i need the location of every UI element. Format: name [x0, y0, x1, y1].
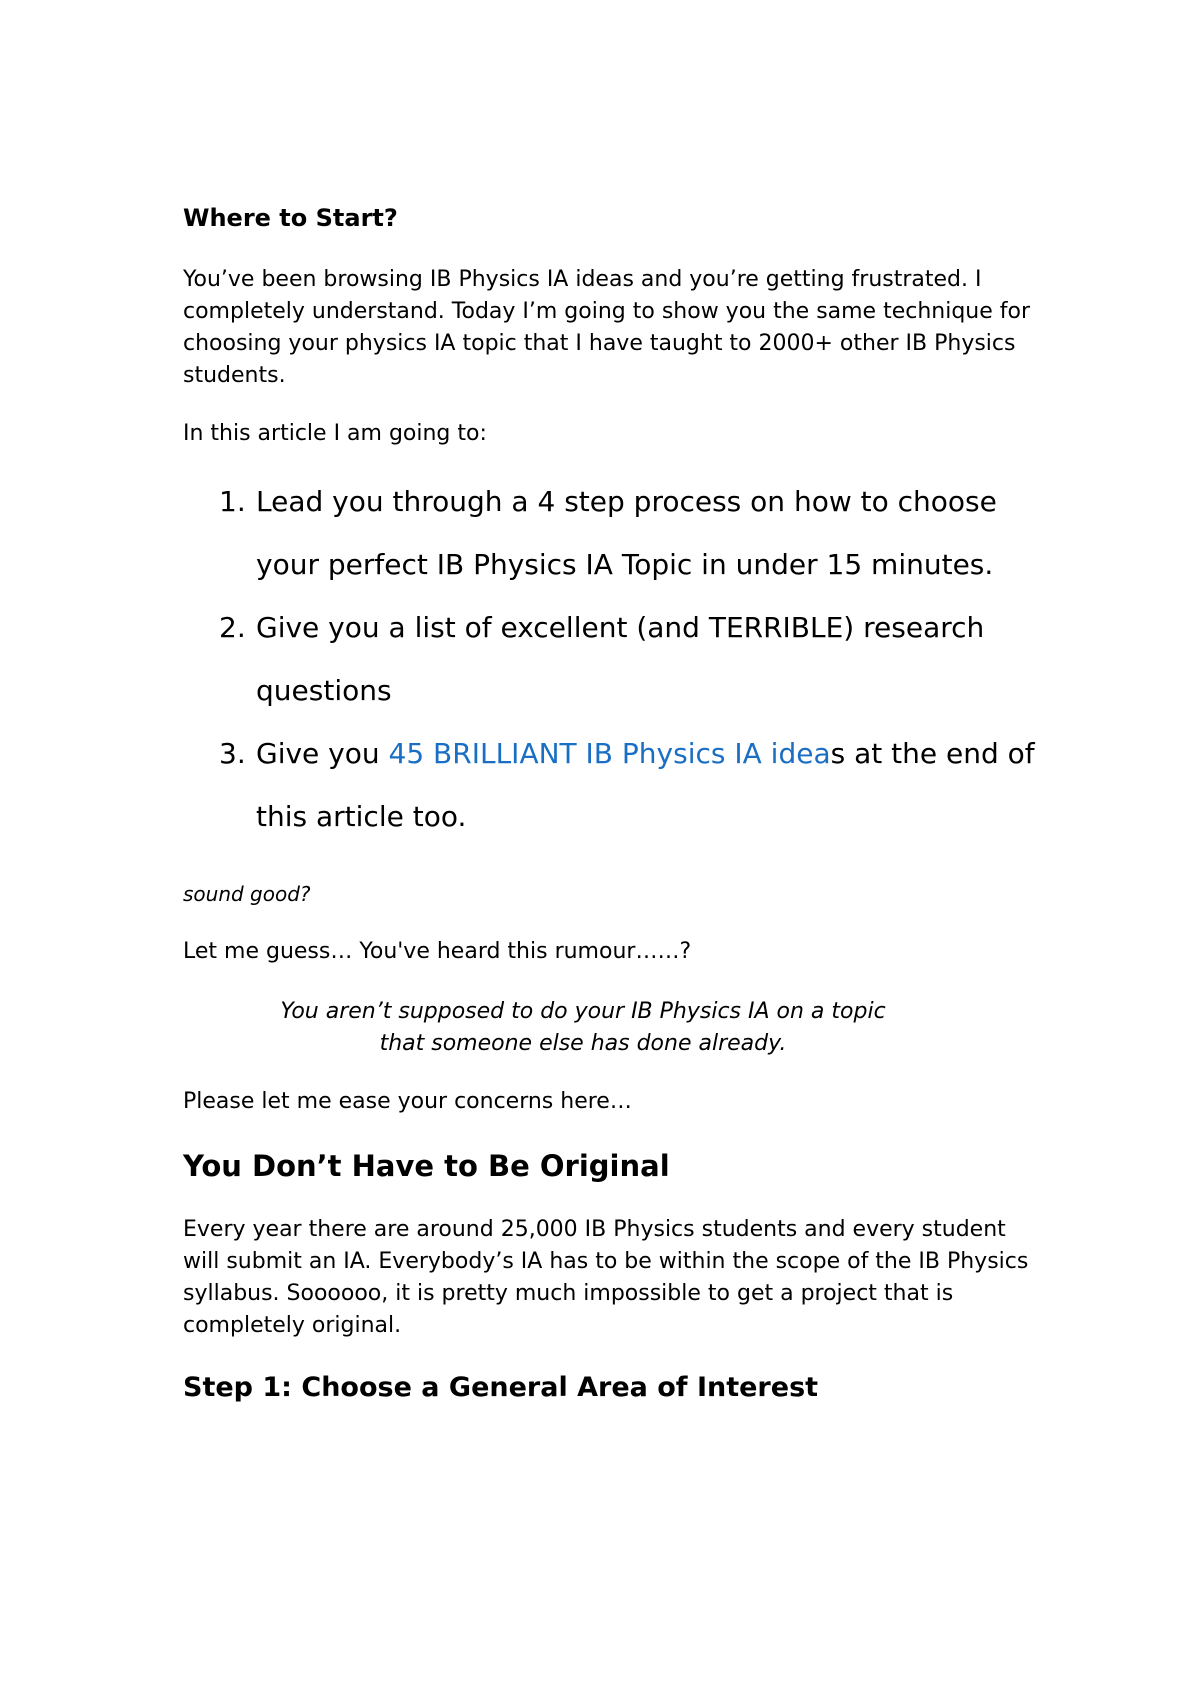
- list-item-text: Give you a list of excellent (and TERRIBLE) research questions: [256, 611, 985, 707]
- document-body: [183, 202, 1043, 1406]
- list-item-text: Lead you through a 4 step process on how to choose your perfect IB Physics IA Topic in under 15 minutes.: [256, 485, 997, 581]
- quote-line: that someone else has done already.: [379, 1031, 787, 1056]
- rumour-quote: [183, 996, 1043, 1060]
- heading-step1: Step 1: Choose a General Area of Interest: [183, 1372, 819, 1403]
- intro-paragraph: You’ve been browsing IB Physics IA ideas and you’re getting frustrated. I completely understand. Today I’m going to show you the same technique for choosing your physics IA topic that I have taught to 2000+ other IB Physics students.: [183, 267, 1031, 388]
- heading-original: You Don’t Have to Be Original: [183, 1149, 670, 1183]
- ease-line: Please let me ease your concerns here…: [183, 1089, 632, 1114]
- heading-where-to-start: Where to Start?: [183, 204, 398, 232]
- original-paragraph: Every year there are around 25,000 IB Physics students and every student will submit an IA. Everybody’s IA has to be within the scope of the IB Physics syllabus. Soooooo, it is pretty much impossible to get a project that is completely original.: [183, 1217, 1029, 1338]
- list-item-number: 3.: [219, 737, 246, 770]
- list-item: [183, 596, 1043, 722]
- list-item: [183, 722, 1043, 848]
- sound-good-line: sound good?: [183, 882, 311, 906]
- list-item-number: 2.: [219, 611, 246, 644]
- quote-line: You aren’t supposed to do your IB Physics IA on a topic: [280, 999, 886, 1024]
- article-goals-list: [183, 470, 1043, 848]
- list-item-text-before: Give you: [256, 737, 389, 770]
- rumour-line: Let me guess… You've heard this rumour……?: [183, 939, 692, 964]
- list-item-number: 1.: [219, 485, 246, 518]
- list-item-text-after: s at the end of this article too.: [256, 737, 1035, 833]
- article-lead: In this article I am going to:: [183, 421, 487, 446]
- list-item: [183, 470, 1043, 596]
- ia-ideas-link[interactable]: 45 BRILLIANT IB Physics IA idea: [388, 737, 831, 770]
